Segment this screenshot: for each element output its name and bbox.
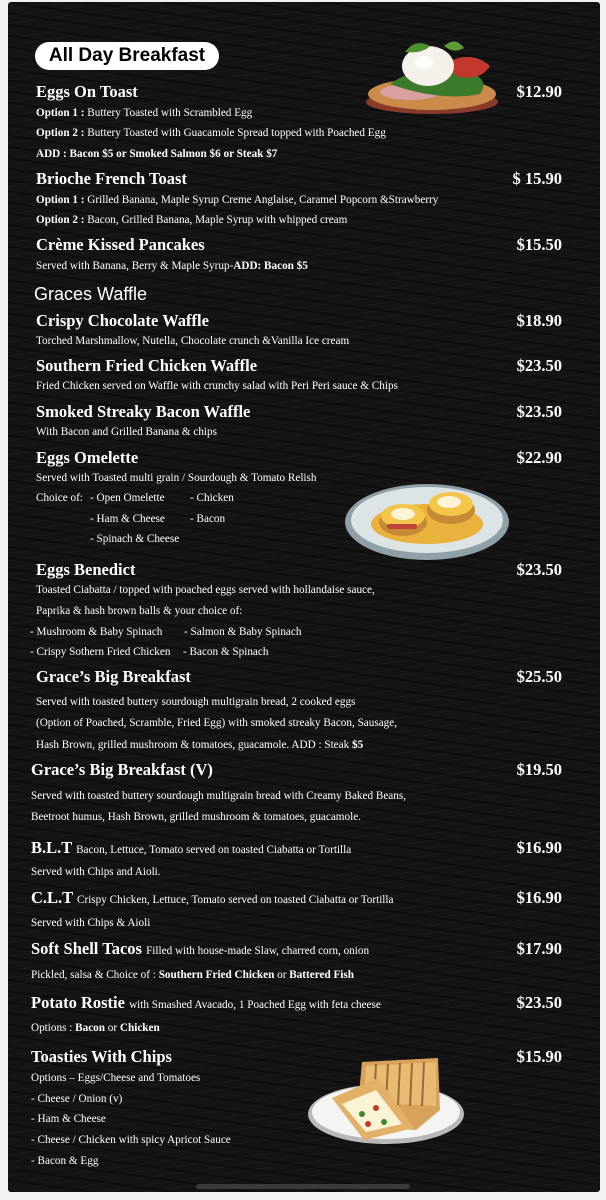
choice-item: - Open Omelette xyxy=(90,492,165,504)
item-price: $12.90 xyxy=(516,82,562,101)
item-name-row xyxy=(31,888,394,908)
item-name: Grace’s Big Breakfast (V) xyxy=(31,760,213,779)
item-name-row xyxy=(31,838,351,858)
option-label: Option 2 : xyxy=(36,214,85,226)
item-description: Torched Marshmallow, Nutella, Chocolate crunch &Vanilla Ice cream xyxy=(36,335,350,347)
item-name: Soft Shell Tacos xyxy=(31,939,142,958)
option-label: Option 1 : xyxy=(36,194,85,206)
item-description: Options : Bacon or Chicken xyxy=(31,1022,160,1034)
item-name: Eggs On Toast xyxy=(36,82,138,101)
item-price: $25.50 xyxy=(516,667,562,686)
choice-item: - Spinach & Cheese xyxy=(90,533,180,545)
item-name: Eggs Benedict xyxy=(36,560,136,579)
item-name: Eggs Omelette xyxy=(36,448,139,467)
item-option xyxy=(36,127,386,139)
choice-item: - Salmon & Baby Spinach xyxy=(184,626,302,638)
item-option xyxy=(36,214,347,226)
item-inline-description: Bacon, Lettuce, Tomato served on toasted Ciabatta or Tortilla xyxy=(76,844,352,856)
item-description: Served with Chips and Aioli. xyxy=(31,866,161,878)
item-price: $16.90 xyxy=(516,888,562,907)
choice-item: - Bacon & Spinach xyxy=(183,646,269,658)
item-name-row xyxy=(31,993,381,1013)
item-price: $15.50 xyxy=(516,235,562,254)
home-indicator[interactable] xyxy=(196,1184,410,1189)
option-a: Southern Fried Chicken xyxy=(158,969,275,981)
item-description: With Bacon and Grilled Banana & chips xyxy=(36,426,217,438)
option-a: Bacon xyxy=(75,1022,105,1034)
item-description: Served with Toasted multi grain / Sourdough & Tomato Relish xyxy=(36,472,317,484)
item-description: Toasted Ciabatta / topped with poached eggs served with hollandaise sauce, xyxy=(36,584,375,596)
choice-item: - Cheese / Onion (v) xyxy=(31,1093,123,1105)
choice-item: - Ham & Cheese xyxy=(90,513,165,525)
item-description: Served with Banana, Berry & Maple Syrup-ADD: Bacon $5 xyxy=(36,260,308,272)
item-description: Served with toasted buttery sourdough multigrain bread with Creamy Baked Beans, xyxy=(31,790,407,802)
item-price: $18.90 xyxy=(516,311,562,330)
item-option xyxy=(36,107,252,119)
choice-item: - Crispy Sothern Fried Chicken xyxy=(30,646,171,658)
choice-item: - Cheese / Chicken with spicy Apricot Sauce xyxy=(31,1134,231,1146)
poached-egg-toast-photo xyxy=(360,32,508,118)
item-name: Toasties With Chips xyxy=(31,1047,172,1066)
item-price: $23.50 xyxy=(516,402,562,421)
item-description: Paprika & hash brown balls & your choice of: xyxy=(36,605,243,617)
item-price: $23.50 xyxy=(516,356,562,375)
item-name: C.L.T xyxy=(31,888,73,907)
option-text: Buttery Toasted with Guacamole Spread topped with Poached Egg xyxy=(87,127,386,139)
option-text: Grilled Banana, Maple Syrup Creme Anglaise, Caramel Popcorn &Strawberry xyxy=(87,194,439,206)
item-price: $23.50 xyxy=(516,993,562,1012)
item-name: Crispy Chocolate Waffle xyxy=(36,311,209,330)
item-name: Grace’s Big Breakfast xyxy=(36,667,191,686)
item-description: Hash Brown, grilled mushroom & tomatoes, guacamole. ADD : Steak $5 xyxy=(36,739,364,751)
option-text: Bacon, Grilled Banana, Maple Syrup with whipped cream xyxy=(87,214,348,226)
item-price: $22.90 xyxy=(516,448,562,467)
item-price: $17.90 xyxy=(516,939,562,958)
item-price: $15.90 xyxy=(516,1047,562,1066)
item-price: $23.50 xyxy=(516,560,562,579)
item-name: Brioche French Toast xyxy=(36,169,187,188)
addon-price: $5 xyxy=(352,739,364,751)
section-heading: Graces Waffle xyxy=(34,284,148,304)
section-title-pill xyxy=(35,42,219,70)
menu-board xyxy=(8,2,600,1192)
item-addons: ADD: Bacon $5 xyxy=(233,260,308,272)
item-inline-description: with Smashed Avacado, 1 Poached Egg with feta cheese xyxy=(129,999,381,1011)
item-description: (Option of Poached, Scramble, Fried Egg) with smoked streaky Bacon, Sausage, xyxy=(36,717,398,729)
choice-item: - Mushroom & Baby Spinach xyxy=(30,626,163,638)
item-description: Served with toasted buttery sourdough multigrain bread, 2 cooked eggs xyxy=(36,696,356,708)
item-name-row xyxy=(31,939,369,959)
item-price: $ 15.90 xyxy=(512,169,562,188)
item-description: Beetroot humus, Hash Brown, grilled mushroom & tomatoes, guacamole. xyxy=(31,811,361,823)
option-label: Option 1 : xyxy=(36,107,85,119)
choice-label: Choice of: xyxy=(36,492,83,504)
item-name: Southern Fried Chicken Waffle xyxy=(36,356,258,375)
page-title: All Day Breakfast xyxy=(48,45,206,66)
option-b: Chicken xyxy=(119,1022,160,1034)
choice-item: - Ham & Cheese xyxy=(31,1113,106,1125)
choice-item: - Bacon xyxy=(190,513,226,525)
item-option xyxy=(36,194,438,206)
item-description: Options – Eggs/Cheese and Tomatoes xyxy=(31,1072,201,1084)
toastie-sandwich-photo xyxy=(306,1052,466,1148)
option-label: Option 2 : xyxy=(36,127,85,139)
option-text: Buttery Toasted with Scrambled Egg xyxy=(87,107,253,119)
item-name: Crème Kissed Pancakes xyxy=(36,235,205,254)
item-name: B.L.T xyxy=(31,838,72,857)
eggs-benedict-photo xyxy=(343,478,511,564)
item-description: Served with Chips & Aioli xyxy=(31,917,151,929)
item-name: Smoked Streaky Bacon Waffle xyxy=(36,402,251,421)
item-inline-description: Filled with house-made Slaw, charred corn, onion xyxy=(146,945,370,957)
item-description: Fried Chicken served on Waffle with crunchy salad with Peri Peri sauce & Chips xyxy=(36,380,398,392)
item-name: Potato Rostie xyxy=(31,993,125,1012)
item-price: $16.90 xyxy=(516,838,562,857)
choice-item: - Chicken xyxy=(190,492,234,504)
option-b: Battered Fish xyxy=(289,969,354,981)
item-price: $19.50 xyxy=(516,760,562,779)
item-addons: ADD : Bacon $5 or Smoked Salmon $6 or Steak $7 xyxy=(36,148,278,160)
item-inline-description: Crispy Chicken, Lettuce, Tomato served on toasted Ciabatta or Tortilla xyxy=(77,894,394,906)
choice-item: - Bacon & Egg xyxy=(31,1155,99,1167)
item-description: Pickled, salsa & Choice of : Southern Fried Chicken or Battered Fish xyxy=(31,969,354,981)
